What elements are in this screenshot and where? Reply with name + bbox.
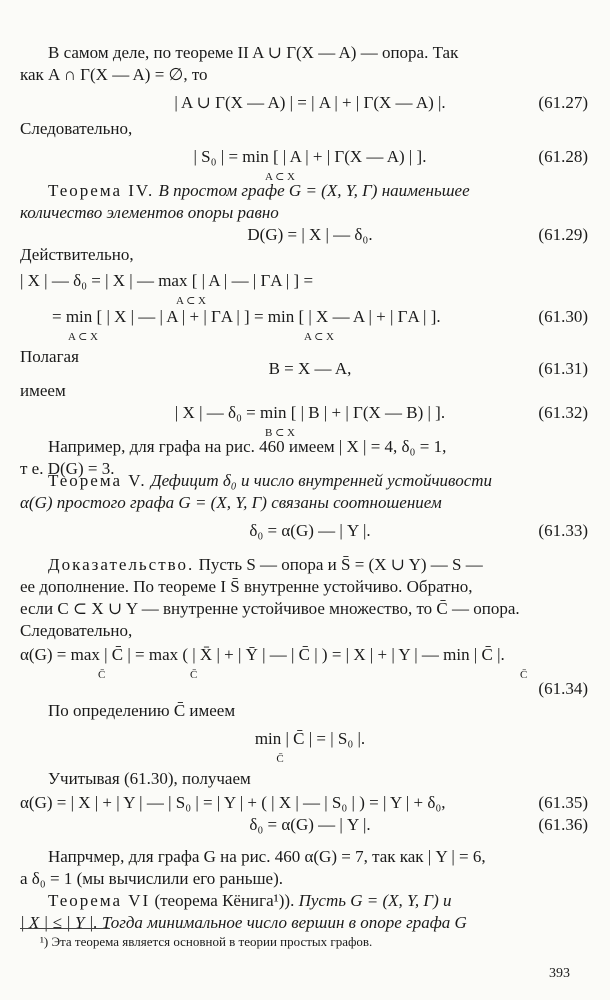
equation-e2: | S₀ | = min [ | A | + | Γ(X — A) | ]. bbox=[193, 147, 427, 166]
eq-61-30-sub-c: A ⊂ X bbox=[304, 331, 334, 343]
text-line-l25: ее дополнение. По теореме I S̄ внутренне устойчиво. Обратно, bbox=[20, 577, 473, 596]
eq-61-30-line-2: = min [ | X | — | A | + | ΓA | ] = min [ | X — A | + | ΓA | ]. bbox=[52, 307, 441, 326]
equation-sub-e6: B ⊂ X bbox=[265, 427, 295, 439]
text-line-l1: В самом деле, по теореме II A ∪ Γ(X — A) — опора. Так bbox=[48, 43, 459, 62]
text-line-l10: Действительно, bbox=[20, 245, 134, 264]
eq-61-34-number: (61.34) bbox=[538, 679, 588, 698]
theorem-4-head: Теорема IV. bbox=[48, 181, 155, 200]
equation-e1: | A ∪ Γ(X — A) | = | A | + | Γ(X — A) |. bbox=[174, 93, 446, 112]
equation-number-e2: (61.28) bbox=[538, 147, 588, 166]
eq-61-30-sub-b: A ⊂ X bbox=[68, 331, 98, 343]
text-line-l22: α(G) простого графа G = (X, Y, Γ) связаны соотношением bbox=[20, 493, 442, 512]
equation-e5: B = X — A, bbox=[268, 359, 352, 378]
page-number: 393 bbox=[549, 966, 570, 981]
theorem-5-body: Дефицит δ₀ и число внутренней устойчивости bbox=[146, 471, 493, 490]
text-line-l5: Следовательно, bbox=[20, 119, 133, 138]
equation-number-e5: (61.31) bbox=[538, 359, 588, 378]
eq-61-30-line-1: | X | — δ₀ = | X | — max [ | A | — | ΓA | ] = bbox=[20, 271, 314, 290]
text-line-l8: количество элементов опоры равно bbox=[20, 203, 279, 222]
equation-e11: δ₀ = α(G) — | Y |. bbox=[249, 815, 371, 834]
proof-head: Доказательство. bbox=[48, 555, 195, 574]
text-line-l26: если C ⊂ X ∪ Y — внутренне устойчивое множество, то C̄ — опора. bbox=[20, 599, 520, 618]
eq-61-34-sub-max1: C̄ bbox=[98, 669, 106, 681]
proof-body: Пусть S — опора и S̄ = (X ∪ Y) — S — bbox=[194, 555, 483, 574]
text-line-l14: Полагая bbox=[20, 347, 79, 366]
theorem-4 bbox=[48, 180, 470, 202]
equation-number-e11: (61.36) bbox=[538, 815, 588, 834]
equation-e9: min | C̄ | = | S₀ |. bbox=[254, 729, 366, 748]
equation-sub-e9: C̄ bbox=[276, 753, 284, 765]
text-line-l38: | X | ≤ | Y |. Тогда минимальное число вершин в опоре графа G bbox=[20, 913, 467, 932]
equation-e3: D(G) = | X | — δ₀. bbox=[247, 225, 373, 244]
equation-number-e7: (61.33) bbox=[538, 521, 588, 540]
footnote-rule bbox=[20, 928, 110, 929]
theorem-6 bbox=[48, 890, 452, 912]
eq-61-34-sub-max2: C̄ bbox=[190, 669, 198, 681]
equation-e7: δ₀ = α(G) — | Y |. bbox=[249, 521, 371, 540]
theorem-6-head: Теорема VI bbox=[48, 891, 151, 910]
theorem-6-body: Пусть G = (X, Y, Γ) и bbox=[298, 891, 452, 910]
equation-e6: | X | — δ₀ = min [ | B | + | Γ(X — B) | ]. bbox=[174, 403, 446, 422]
eq-61-35-number: (61.35) bbox=[538, 793, 588, 812]
eq-61-30-sub-a: A ⊂ X bbox=[176, 295, 206, 307]
text-line-l30: По определению C̄ имеем bbox=[48, 701, 236, 720]
equation-number-e1: (61.27) bbox=[538, 93, 588, 112]
text-line-l27: Следовательно, bbox=[20, 621, 133, 640]
equation-number-e6: (61.32) bbox=[538, 403, 588, 422]
theorem-5 bbox=[48, 470, 492, 492]
theorem-6-plain: (теорема Кёнига¹)). bbox=[150, 891, 299, 910]
text-line-l36: а δ₀ = 1 (мы вычислили его раньше). bbox=[20, 869, 284, 888]
text-line-l16: имеем bbox=[20, 381, 66, 400]
theorem-5-head: Теорема V. bbox=[48, 471, 147, 490]
text-line-l35: Напрчмер, для графа G на рис. 460 α(G) = 7, так как | Y | = 6, bbox=[48, 847, 486, 866]
eq-61-30-number: (61.30) bbox=[538, 307, 588, 326]
text-line-l20: т е. D(G) = 3. bbox=[20, 459, 115, 478]
eq-61-34-sub-min: C̄ bbox=[520, 669, 528, 681]
eq-61-34: α(G) = max | C̄ | = max ( | X̄ | + | Ȳ | — | C̄ | ) = | X | + | Y | — min | C̄ |. bbox=[20, 645, 505, 664]
text-line-l19: Например, для графа на рис. 460 имеем | X | = 4, δ₀ = 1, bbox=[48, 437, 447, 456]
proof bbox=[48, 554, 483, 576]
equation-sub-e2: A ⊂ X bbox=[265, 171, 295, 183]
eq-61-35: α(G) = | X | + | Y | — | S₀ | = | Y | + ( | X | — | S₀ | ) = | Y | + δ₀, bbox=[20, 793, 446, 812]
text-line-l32: Учитывая (61.30), получаем bbox=[48, 769, 251, 788]
text-line-l2: как A ∩ Γ(X — A) = ∅, то bbox=[20, 65, 208, 84]
footnote: ¹) Эта теорема является основной в теории простых графов. bbox=[40, 934, 373, 949]
equation-number-e3: (61.29) bbox=[538, 225, 588, 244]
theorem-4-body: В простом графе G = (X, Y, Γ) наименьшее bbox=[154, 181, 470, 200]
